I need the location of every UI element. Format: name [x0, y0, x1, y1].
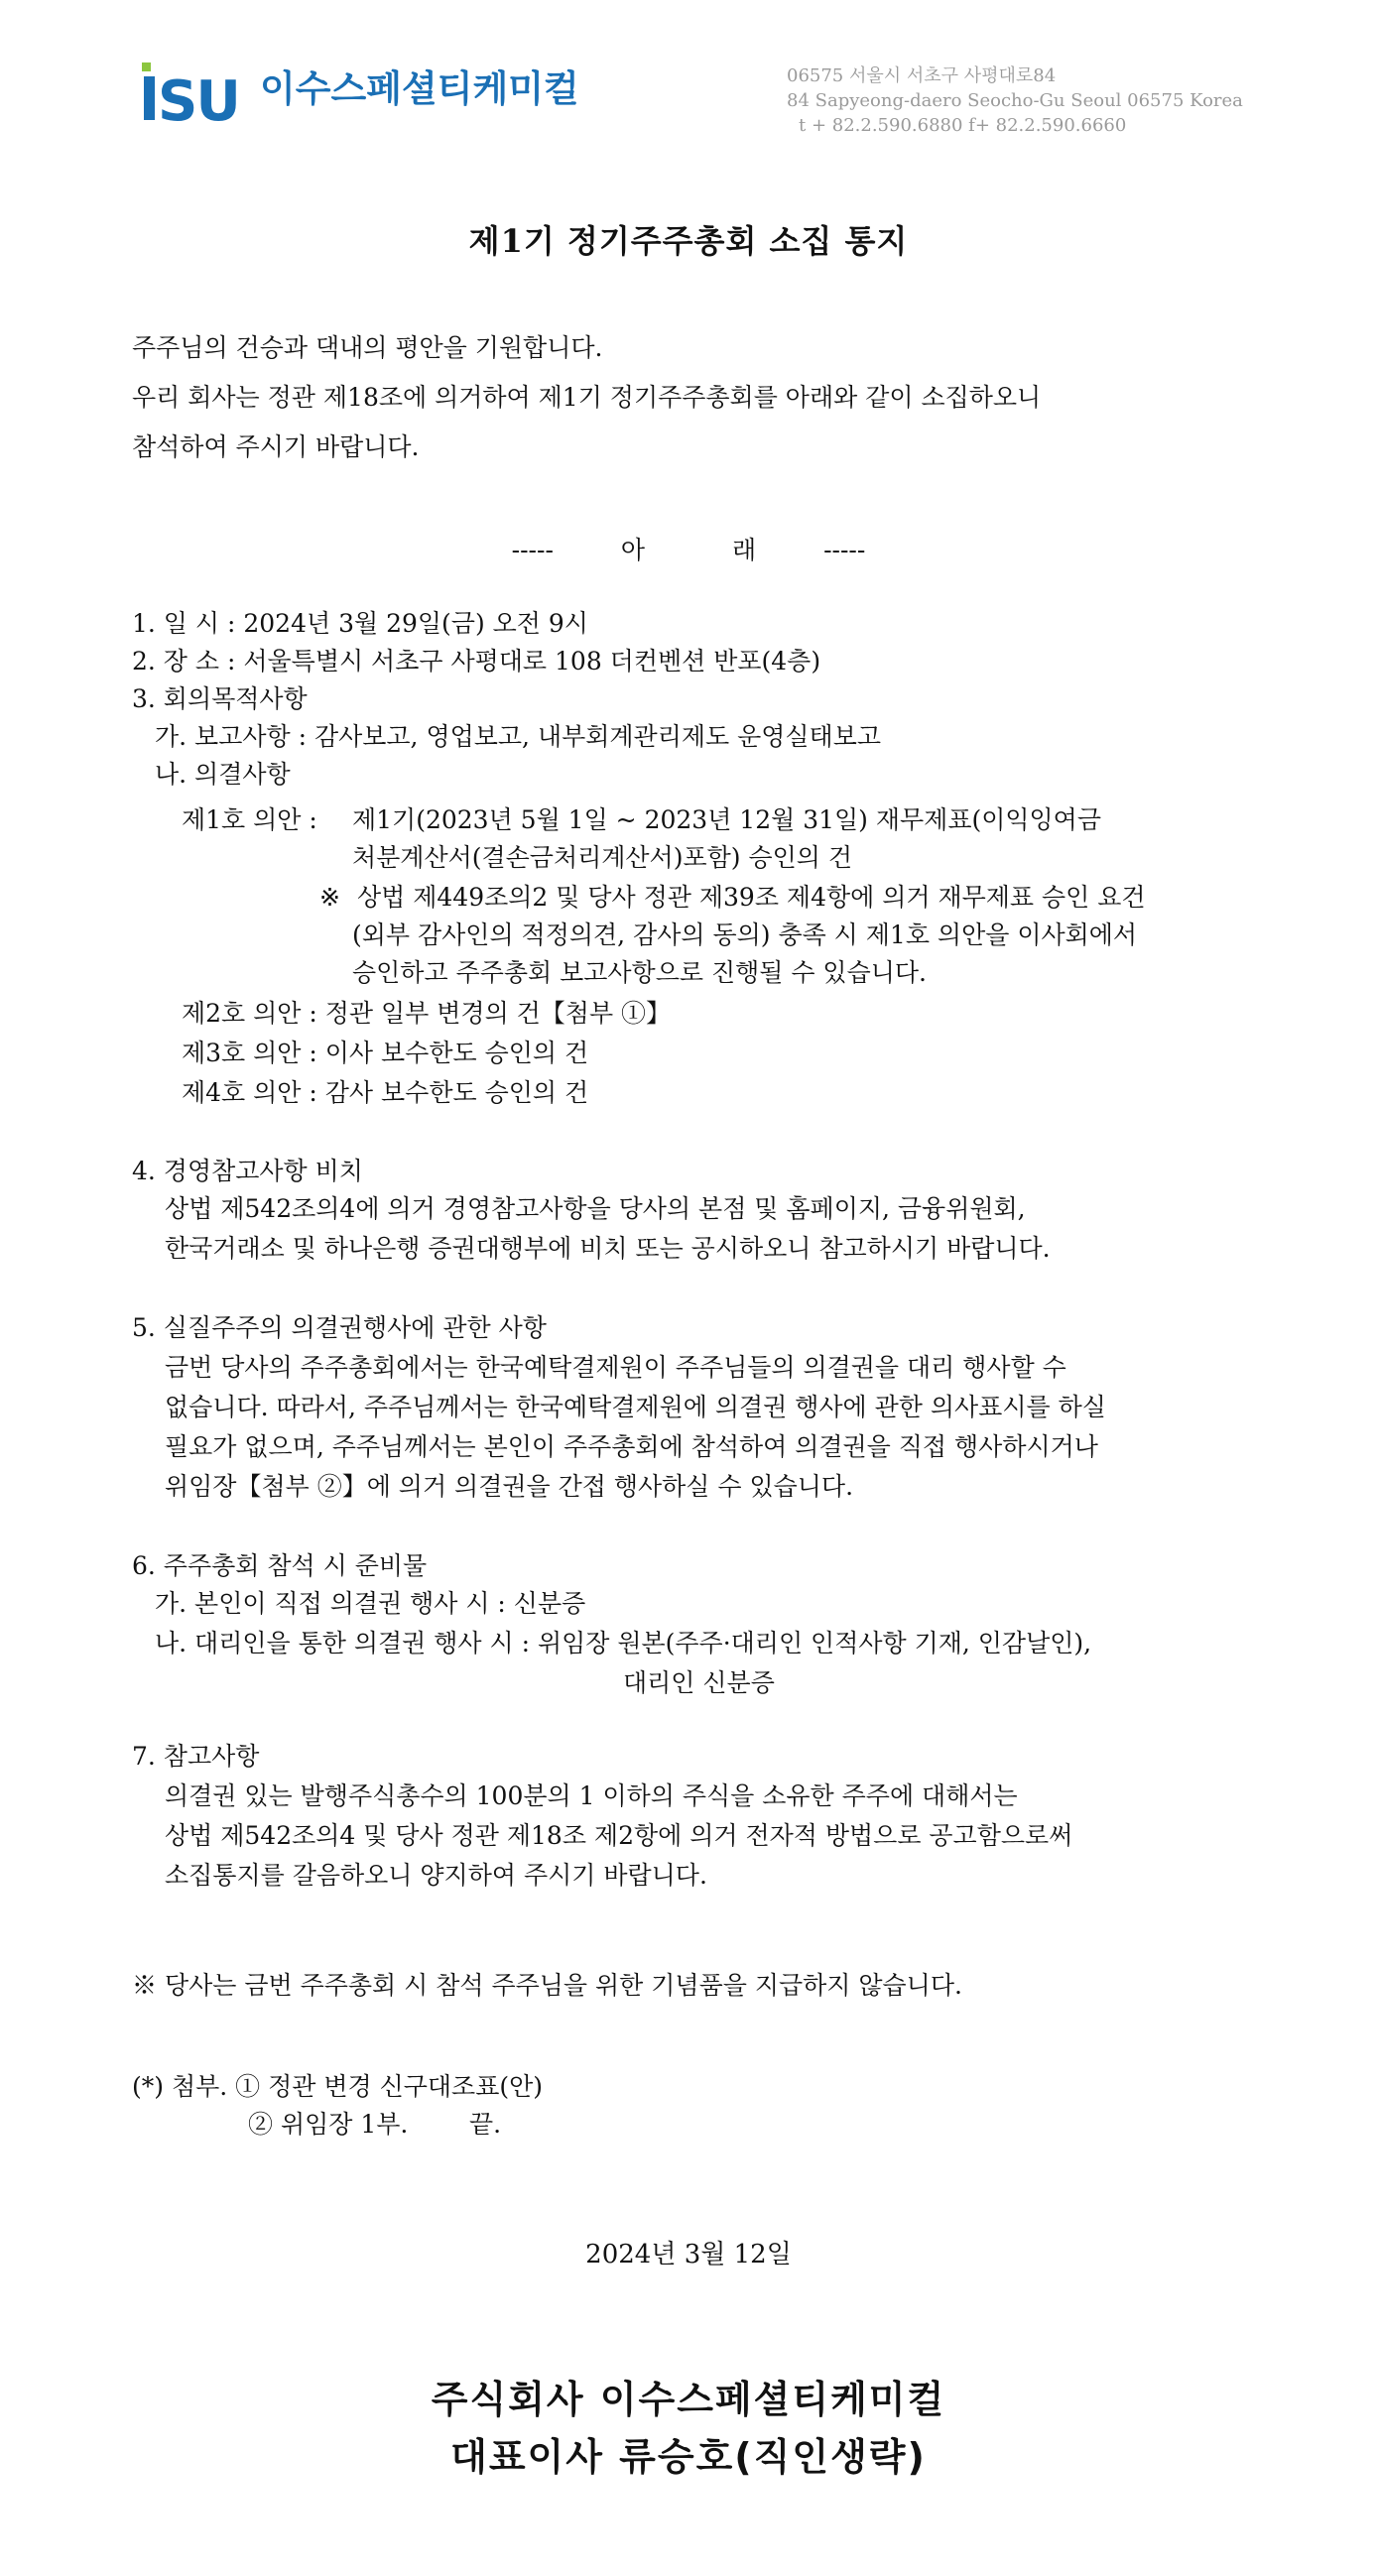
item-1-datetime: 1. 일 시 : 2024년 3월 29일(금) 오전 9시 — [132, 609, 588, 638]
item-7-line-3: 소집통지를 갈음하오니 양지하여 주시기 바랍니다. — [165, 1861, 707, 1890]
svg-text:SU: SU — [158, 69, 239, 122]
item-7-line-1: 의결권 있는 발행주식총수의 100분의 1 이하의 주식을 소유한 주주에 대해서는 — [165, 1781, 1018, 1810]
document-title: 제1기 정기주주총회 소집 통지 — [468, 222, 909, 260]
intro-line-3: 참석하여 주시기 바랍니다. — [132, 432, 420, 461]
item-6a: 가. 본인이 직접 의결권 행사 시 : 신분증 — [155, 1589, 586, 1618]
item-6b-line-2: 대리인 신분증 — [623, 1668, 775, 1697]
agenda-1-line-2: 처분계산서(결손금처리계산서)포함) 승인의 건 — [352, 843, 853, 872]
item-3a-reports: 가. 보고사항 : 감사보고, 영업보고, 내부회계관리제도 운영실태보고 — [155, 722, 881, 751]
agenda-1-note-line-2: (외부 감사인의 적정의견, 감사의 동의) 충족 시 제1호 의안을 이사회에서 — [352, 920, 1138, 949]
agenda-4: 제4호 의안 : 감사 보수한도 승인의 건 — [182, 1078, 589, 1107]
signature-ceo: 대표이사 류승호(직인생략) — [450, 2435, 927, 2479]
item-3b-resolutions: 나. 의결사항 — [155, 760, 291, 789]
isu-logo-icon — [142, 62, 251, 122]
item-2-location: 2. 장 소 : 서울특별시 서초구 사평대로 108 더컨벤션 반포(4층) — [132, 647, 821, 675]
divider-dashes-left: ----- — [511, 536, 554, 564]
item-4-line-1: 상법 제542조의4에 의거 경영참고사항을 당사의 본점 및 홈페이지, 금융위원회, — [165, 1194, 1026, 1223]
item-6b: 나. 대리인을 통한 의결권 행사 시 : 위임장 원본(주주·대리인 인적사항 기재, 인감날인), — [155, 1629, 1092, 1657]
notice-date: 2024년 3월 12일 — [585, 2240, 792, 2269]
section-divider — [0, 531, 1377, 566]
attachment-line-2: ② 위임장 1부. — [248, 2110, 409, 2139]
note-mark: ※ — [319, 883, 340, 912]
divider-char-a: 아 — [620, 536, 646, 564]
address-english: 84 Sapyeong-daero Seocho-Gu Seoul 06575 Korea — [787, 90, 1243, 111]
divider-dashes-right: ----- — [823, 536, 866, 564]
intro-line-2: 우리 회사는 정관 제18조에 의거하여 제1기 정기주주총회를 아래와 같이 소집하오니 — [132, 383, 1042, 412]
attachment-line-1: (*) 첨부. ① 정관 변경 신구대조표(안) — [132, 2072, 543, 2101]
address-korean: 06575 서울시 서초구 사평대로84 — [787, 65, 1057, 86]
item-7-heading: 7. 참고사항 — [132, 1742, 260, 1771]
item-5-line-4: 위임장【첨부 ②】에 의거 의결권을 간접 행사하실 수 있습니다. — [165, 1472, 854, 1501]
item-7-line-2: 상법 제542조의4 및 당사 정관 제18조 제2항에 의거 전자적 방법으로 공고함으로써 — [165, 1821, 1073, 1850]
signature-company: 주식회사 이수스페셜티케미컬 — [431, 2378, 946, 2421]
item-5-heading: 5. 실질주주의 의결권행사에 관한 사항 — [132, 1313, 547, 1342]
intro-line-1: 주주님의 건승과 댁내의 평안을 기원합니다. — [132, 333, 603, 362]
agenda-1-label: 제1호 의안 : — [182, 805, 317, 834]
item-5-line-3: 필요가 없으며, 주주님께서는 본인이 주주총회에 참석하여 의결권을 직접 행사하시거나 — [165, 1432, 1098, 1461]
agenda-1-note-line-3: 승인하고 주주총회 보고사항으로 진행될 수 있습니다. — [352, 958, 927, 987]
item-4-heading: 4. 경영참고사항 비치 — [132, 1157, 363, 1185]
phone-fax: t + 82.2.590.6880 f+ 82.2.590.6660 — [799, 115, 1127, 136]
item-4-line-2: 한국거래소 및 하나은행 증권대행부에 비치 또는 공시하오니 참고하시기 바랍니다. — [165, 1234, 1051, 1263]
gift-note: ※ 당사는 금번 주주총회 시 참석 주주님을 위한 기념품을 지급하지 않습니다. — [132, 1971, 962, 2000]
divider-char-b: 래 — [731, 536, 757, 564]
agenda-2: 제2호 의안 : 정관 일부 변경의 건【첨부 ①】 — [182, 999, 672, 1028]
agenda-1-line-1: 제1기(2023년 5월 1일 ~ 2023년 12월 31일) 재무제표(이익잉여금 — [352, 805, 1101, 834]
item-5-line-1: 금번 당사의 주주총회에서는 한국예탁결제원이 주주님들의 의결권을 대리 행사할 수 — [165, 1353, 1066, 1382]
agenda-1-note-line-1: 상법 제449조의2 및 당사 정관 제39조 제4항에 의거 재무제표 승인 요건 — [357, 883, 1146, 912]
item-6-heading: 6. 주주총회 참석 시 준비물 — [132, 1551, 428, 1580]
company-logo — [142, 62, 251, 122]
company-logo-text: 이수스페셜티케미컬 — [260, 67, 579, 110]
attachment-end: 끝. — [469, 2110, 502, 2139]
agenda-3: 제3호 의안 : 이사 보수한도 승인의 건 — [182, 1039, 589, 1067]
item-5-line-2: 없습니다. 따라서, 주주님께서는 한국예탁결제원에 의결권 행사에 관한 의사표시를 하실 — [165, 1393, 1106, 1421]
item-3-agenda: 3. 회의목적사항 — [132, 684, 308, 713]
